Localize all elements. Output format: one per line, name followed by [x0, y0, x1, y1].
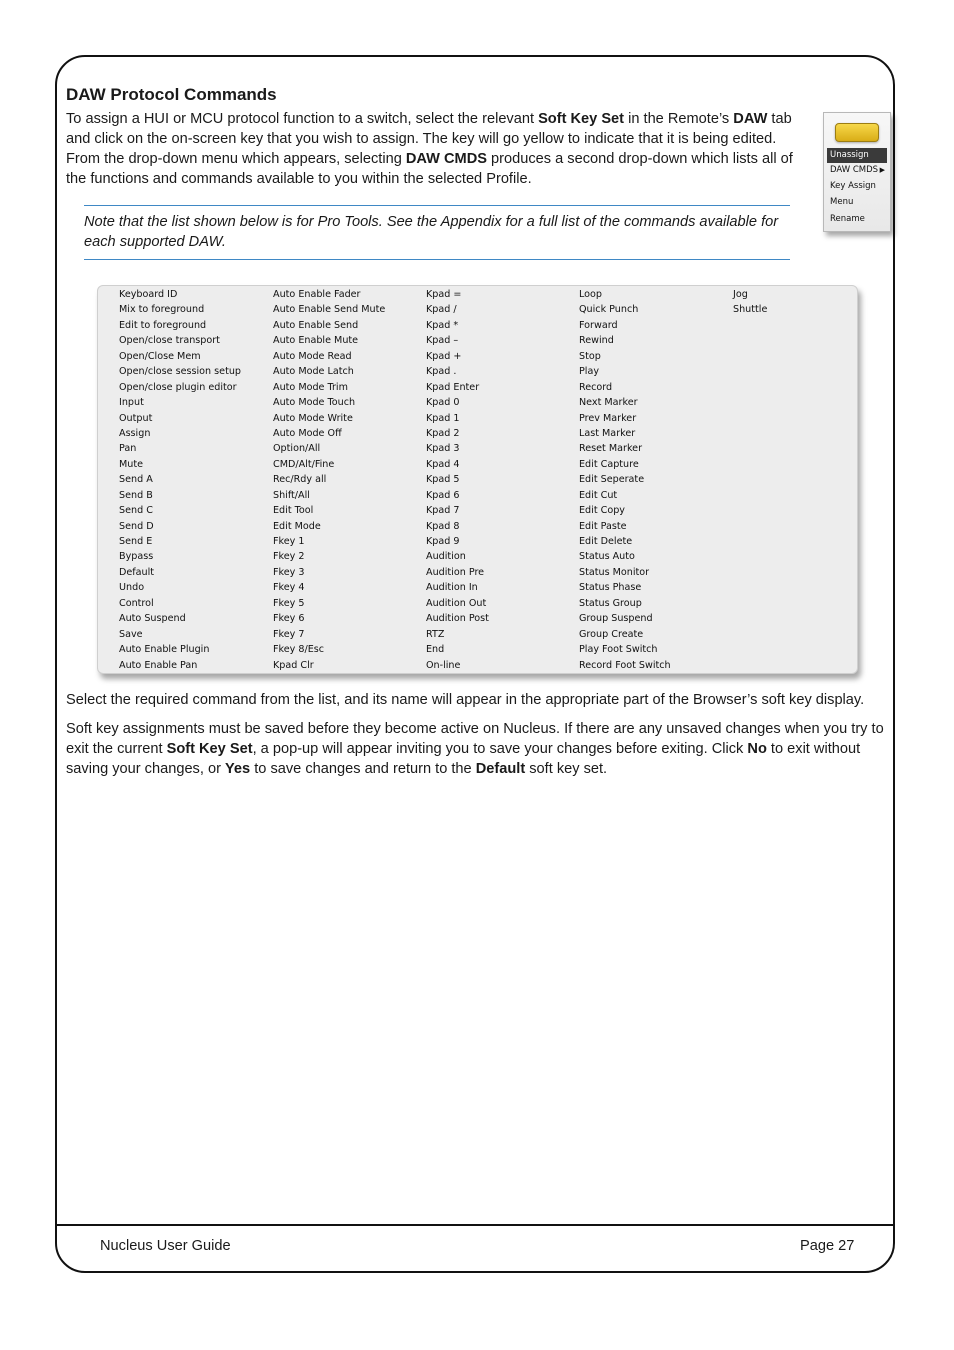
command-item[interactable]: Last Marker [579, 427, 636, 439]
intro-term-daw-cmds: DAW CMDS [405, 151, 487, 167]
submenu-arrow-icon: ▶ [879, 166, 885, 174]
command-item[interactable]: Undo [119, 582, 145, 594]
command-item[interactable]: Fkey 6 [273, 613, 305, 625]
command-item[interactable]: Edit Seperate [579, 474, 645, 486]
command-item[interactable]: Quick Punch [579, 304, 639, 316]
command-item[interactable]: Auto Mode Touch [273, 397, 356, 409]
para-text: to save changes and return to the [250, 761, 476, 777]
command-item[interactable]: Auto Mode Latch [273, 366, 354, 378]
command-item[interactable]: Kpad 3 [426, 443, 460, 455]
command-item[interactable]: Next Marker [579, 397, 638, 409]
command-item[interactable]: Record [579, 381, 613, 393]
command-item[interactable]: Kpad + [426, 350, 462, 362]
command-item[interactable]: CMD/Alt/Fine [273, 458, 335, 470]
command-column-3 [426, 287, 489, 673]
para-term-soft-key-set: Soft Key Set [166, 741, 253, 757]
footer-divider [57, 1224, 893, 1226]
command-item[interactable]: Status Group [579, 597, 642, 609]
command-item[interactable]: Edit Paste [579, 520, 627, 532]
command-item[interactable]: Edit Cut [579, 489, 618, 501]
command-item[interactable]: Pan [119, 443, 137, 455]
command-item[interactable]: Auto Mode Write [273, 412, 353, 424]
command-item[interactable]: Edit Mode [273, 520, 321, 532]
save-assignments-paragraph [66, 719, 892, 779]
command-item[interactable]: Edit Delete [579, 536, 633, 547]
section-heading: DAW Protocol Commands [66, 85, 277, 104]
command-item[interactable]: Group Suspend [579, 613, 653, 625]
menu-item-rename[interactable]: Rename [830, 214, 865, 224]
command-item[interactable]: Edit Copy [579, 505, 625, 517]
command-item[interactable]: RTZ [426, 628, 445, 640]
command-item[interactable]: Rewind [579, 335, 614, 347]
command-item[interactable]: Open/close session setup [119, 366, 242, 378]
command-item[interactable]: Kpad 0 [426, 397, 460, 409]
command-item[interactable]: Kpad * [426, 319, 459, 331]
note-text: Note that the list shown below is for Pro Tools. See the Appendix for a full list of the commands available for each supported DAW. [84, 214, 779, 250]
command-item[interactable]: Send B [119, 489, 153, 501]
menu-item-daw-cmds-label: DAW CMDS [830, 165, 879, 175]
footer-title: Nucleus User Guide [100, 1238, 231, 1254]
command-item[interactable]: Output [119, 412, 153, 424]
command-item[interactable]: Forward [579, 319, 618, 331]
command-item[interactable]: Fkey 5 [273, 597, 305, 609]
para-text: to exit without saving your changes, or [66, 741, 861, 777]
command-item[interactable]: Bypass [119, 551, 154, 563]
command-item[interactable]: Control [119, 597, 154, 609]
intro-text: in the Remote’s [624, 111, 734, 127]
command-item[interactable]: Auto Enable Pan [119, 659, 198, 671]
daw-command-list [97, 285, 858, 674]
command-item[interactable]: Option/All [273, 443, 321, 455]
intro-text: produces a second drop-down which lists all of the functions and commands available to you within the selected Profile. [66, 151, 793, 187]
command-item[interactable]: Open/close transport [119, 335, 220, 347]
command-item[interactable]: Auto Enable Fader [273, 289, 361, 300]
command-item[interactable]: Auto Mode Trim [273, 381, 348, 393]
menu-item-menu[interactable]: Menu [830, 197, 854, 207]
command-item[interactable]: Edit to foreground [119, 319, 207, 331]
command-item[interactable]: Play Foot Switch [579, 644, 658, 656]
command-column-4 [579, 287, 671, 673]
command-item[interactable]: Audition In [426, 582, 478, 594]
command-item[interactable]: Save [119, 628, 143, 640]
command-item[interactable]: Status Phase [579, 582, 642, 594]
command-item[interactable]: Mix to foreground [119, 304, 205, 316]
command-item[interactable]: Fkey 4 [273, 582, 305, 594]
menu-item-key-assign[interactable]: Key Assign [830, 181, 876, 191]
command-item[interactable]: Kpad Clr [273, 659, 314, 671]
command-item[interactable]: Kpad 6 [426, 489, 460, 501]
command-item[interactable]: Prev Marker [579, 412, 637, 424]
command-item[interactable]: Kpad / [426, 304, 457, 316]
command-item[interactable]: Auto Enable Send Mute [273, 304, 386, 316]
command-item[interactable]: Open/Close Mem [119, 350, 201, 362]
command-item[interactable]: Auto Mode Read [273, 350, 352, 362]
para-text: , a pop-up will appear inviting you to save your changes before exiting. Click [252, 741, 748, 757]
command-item[interactable]: Input [119, 397, 144, 409]
select-command-paragraph: Select the required command from the list, and its name will appear in the appropriate part of the Browser’s soft key display. [66, 692, 865, 708]
command-item[interactable]: Play [579, 366, 600, 378]
command-item[interactable]: Kpad 1 [426, 412, 460, 424]
para-text: Soft key assignments must be saved before they become active on Nucleus. If there are any unsaved changes when you try to exit the current [66, 721, 884, 757]
footer-page-number: Page 27 [800, 1238, 855, 1254]
command-item[interactable]: Keyboard ID [119, 289, 178, 300]
command-item[interactable]: Kpad 7 [426, 505, 460, 517]
command-column-5 [733, 287, 767, 318]
para-term-no: No [747, 741, 767, 757]
command-item[interactable]: Send D [119, 520, 154, 532]
command-item[interactable]: Kpad 9 [426, 536, 460, 547]
command-item[interactable]: Auto Mode Off [273, 427, 342, 439]
command-item[interactable]: Send A [119, 474, 153, 486]
command-item[interactable]: Send C [119, 505, 153, 517]
command-item[interactable]: On-line [426, 659, 461, 671]
command-item[interactable]: Reset Marker [579, 443, 643, 455]
command-item[interactable]: Kpad Enter [426, 381, 480, 393]
command-item[interactable]: Edit Capture [579, 458, 639, 470]
command-item[interactable]: Kpad = [426, 289, 462, 300]
menu-item-unassign[interactable]: Unassign [827, 148, 887, 163]
command-item[interactable]: Record Foot Switch [579, 659, 671, 671]
para-text: soft key set. [525, 761, 608, 777]
intro-text: To assign a HUI or MCU protocol function to a switch, select the relevant [66, 111, 539, 127]
command-item[interactable]: Default [119, 566, 155, 578]
command-item[interactable]: Shuttle [733, 304, 768, 316]
command-item[interactable]: Mute [119, 458, 144, 470]
command-item[interactable]: Fkey 3 [273, 566, 305, 578]
command-item[interactable]: Status Monitor [579, 566, 650, 578]
note-top-rule [84, 205, 790, 206]
command-item[interactable]: Audition Post [426, 613, 489, 625]
command-item[interactable]: Status Auto [579, 551, 635, 563]
command-item[interactable]: Fkey 1 [273, 536, 305, 547]
command-item[interactable]: Assign [119, 427, 151, 439]
command-item[interactable]: Loop [579, 289, 603, 300]
command-column-1 [119, 287, 241, 673]
command-item[interactable]: Auto Enable Send [273, 319, 359, 331]
command-item[interactable]: Shift/All [273, 489, 310, 501]
command-item[interactable]: Jog [733, 289, 748, 300]
command-item[interactable]: Fkey 7 [273, 628, 305, 640]
command-item[interactable]: Fkey 8/Esc [273, 644, 325, 656]
intro-term-daw: DAW [733, 111, 768, 127]
command-item[interactable]: Kpad . [426, 366, 457, 378]
note-bottom-rule [84, 259, 790, 260]
para-term-default: Default [475, 761, 526, 777]
command-item[interactable]: Kpad 8 [426, 520, 460, 532]
intro-text: tab and click on the on-screen key that you wish to assign. The key will go yellow to indicate that it is being edited. From the drop-down menu which appears, selecting [66, 111, 792, 167]
soft-key-yellow-button[interactable] [835, 123, 879, 142]
command-column-2 [273, 287, 385, 673]
command-item[interactable]: Audition Out [426, 597, 487, 609]
command-item[interactable]: Auto Suspend [119, 613, 186, 625]
command-item[interactable]: Kpad – [426, 335, 459, 347]
command-item[interactable]: Rec/Rdy all [273, 474, 327, 486]
command-item[interactable]: Audition Pre [426, 566, 485, 578]
intro-term-soft-key-set: Soft Key Set [538, 111, 625, 127]
command-item[interactable]: Open/close plugin editor [119, 381, 237, 393]
command-item[interactable]: Send E [119, 536, 153, 547]
command-item[interactable]: Kpad 5 [426, 474, 460, 486]
command-item[interactable]: Auto Enable Plugin [119, 644, 210, 656]
command-item[interactable]: Edit Tool [273, 505, 314, 517]
command-item[interactable]: Audition [426, 551, 466, 563]
menu-item-daw-cmds[interactable] [827, 163, 887, 178]
soft-key-popup-menu [823, 112, 891, 232]
command-item[interactable]: Group Create [579, 628, 644, 640]
command-item[interactable]: Fkey 2 [273, 551, 305, 563]
command-item[interactable]: Auto Enable Mute [273, 335, 359, 347]
intro-paragraph [66, 109, 808, 189]
command-item[interactable]: Kpad 4 [426, 458, 460, 470]
command-item[interactable]: Stop [579, 350, 601, 362]
command-item[interactable]: End [426, 644, 445, 656]
para-term-yes: Yes [225, 761, 251, 777]
command-item[interactable]: Kpad 2 [426, 427, 460, 439]
